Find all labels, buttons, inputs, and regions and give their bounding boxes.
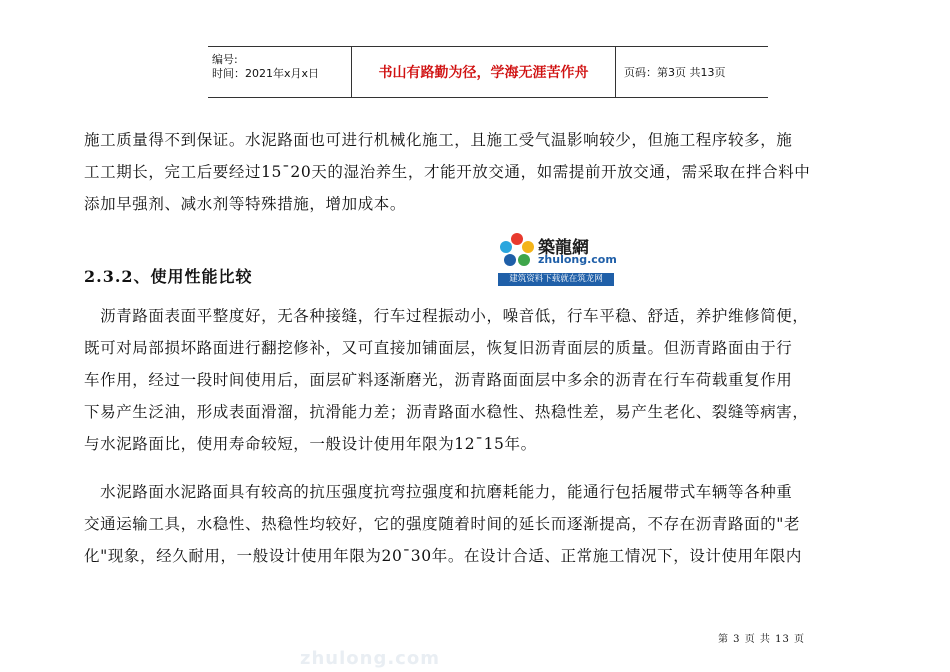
- doc-number-label: 编号:: [212, 53, 238, 66]
- flower-logo-icon: [498, 231, 536, 271]
- section-heading: 2.3.2、使用性能比较: [84, 267, 253, 286]
- time-label: 时间：2021年x月x日: [212, 67, 320, 80]
- text-line: 添加早强剂、减水剂等特殊措施，增加成本。: [84, 195, 407, 213]
- paragraph-1: [84, 124, 892, 220]
- text-line: 与水泥路面比，使用寿命较短，一般设计使用年限为12¯15年。: [84, 435, 537, 453]
- motto: 书山有路勤为径，学海无涯苦作舟: [352, 47, 616, 97]
- watermark: zhulong.com: [300, 648, 440, 669]
- header-info-cell: [208, 47, 352, 97]
- page-label: 页码：第3页 共13页: [624, 66, 726, 79]
- text-line: 下易产生泛油，形成表面滑溜，抗滑能力差；沥青路面水稳性、热稳性差，易产生老化、裂缝等病害，: [84, 403, 809, 421]
- page-footer: 第 3 页 共 13 页: [718, 634, 805, 645]
- zhulong-logo: [498, 231, 617, 287]
- paragraph-3: [84, 476, 892, 572]
- text-line: 施工质量得不到保证。水泥路面也可进行机械化施工，且施工受气温影响较少，但施工程序较多，施: [84, 131, 793, 149]
- logo-brand: 築龍網: [538, 238, 589, 258]
- logo-tagline: 建筑资料下载就在筑龙网: [498, 273, 614, 286]
- logo-domain: zhulong.com: [538, 253, 617, 266]
- text-line: 工工期长，完工后要经过15¯20天的湿治养生，才能开放交通，如需提前开放交通，需采取在拌合料中: [84, 163, 811, 181]
- text-line: 既可对局部损坏路面进行翻挖修补，又可直接加铺面层，恢复旧沥青面层的质量。但沥青路面由于行: [84, 339, 793, 357]
- text-line: 沥青路面表面平整度好，无各种接缝，行车过程振动小，噪音低，行车平稳、舒适，养护维修简便，: [84, 307, 809, 325]
- header-table: [208, 46, 768, 98]
- text-line: 交通运输工具，水稳性、热稳性均较好，它的强度随着时间的延长而逐渐提高，不存在沥青路面的"老: [84, 515, 801, 533]
- text-line: 化"现象，经久耐用，一般设计使用年限为20¯30年。在设计合适、正常施工情况下，设计使用年限内: [84, 547, 803, 565]
- text-line: 水泥路面水泥路面具有较高的抗压强度抗弯拉强度和抗磨耗能力，能通行包括履带式车辆等各种重: [84, 483, 793, 501]
- text-line: 车作用，经过一段时间使用后，面层矿料逐渐磨光，沥青路面面层中多余的沥青在行车荷载重复作用: [84, 371, 793, 389]
- paragraph-2: [84, 300, 892, 460]
